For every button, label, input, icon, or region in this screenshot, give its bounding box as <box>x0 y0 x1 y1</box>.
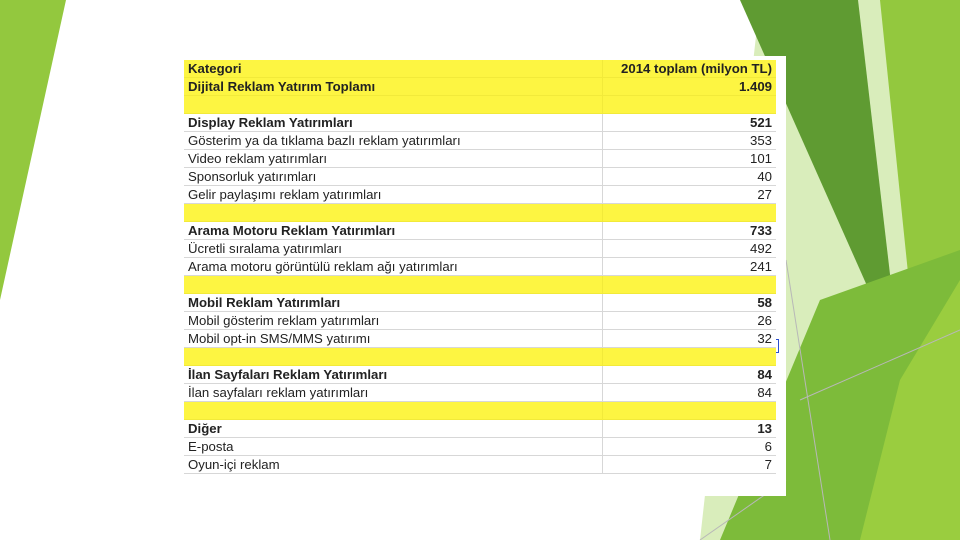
row-value: 492 <box>602 240 776 258</box>
row-label <box>184 96 602 114</box>
row-value: 241 <box>602 258 776 276</box>
row-label: Diğer <box>184 420 602 438</box>
row-value <box>602 402 776 420</box>
spacer-row <box>184 348 776 366</box>
row-label: Mobil opt-in SMS/MMS yatırımı <box>184 330 602 348</box>
table-row <box>184 312 776 330</box>
row-value <box>602 204 776 222</box>
spacer-row <box>184 276 776 294</box>
data-table-card <box>176 56 786 496</box>
row-value: 521 <box>602 114 776 132</box>
row-value: 84 <box>602 366 776 384</box>
section-total-row <box>184 366 776 384</box>
row-value: 101 <box>602 150 776 168</box>
section-total-row <box>184 114 776 132</box>
row-value <box>602 276 776 294</box>
table-row <box>184 258 776 276</box>
table-row <box>184 330 776 348</box>
row-label: Video reklam yatırımları <box>184 150 602 168</box>
section-total-row <box>184 222 776 240</box>
row-value: 32 <box>602 330 776 348</box>
row-label: E-posta <box>184 438 602 456</box>
row-value: 27 <box>602 186 776 204</box>
row-value: 26 <box>602 312 776 330</box>
table-row <box>184 186 776 204</box>
section-total-row <box>184 420 776 438</box>
spacer-row <box>184 96 776 114</box>
header-category: Kategori <box>184 60 602 78</box>
row-label: Gösterim ya da tıklama bazlı reklam yatırımları <box>184 132 602 150</box>
row-value: 58 <box>602 294 776 312</box>
row-value: 40 <box>602 168 776 186</box>
section-total-row <box>184 294 776 312</box>
table-row <box>184 240 776 258</box>
row-label <box>184 204 602 222</box>
row-label: Gelir paylaşımı reklam yatırımları <box>184 186 602 204</box>
table-row <box>184 438 776 456</box>
row-label: Ücretli sıralama yatırımları <box>184 240 602 258</box>
row-value: 7 <box>602 456 776 474</box>
spacer-row <box>184 402 776 420</box>
row-label: Mobil Reklam Yatırımları <box>184 294 602 312</box>
row-label: Mobil gösterim reklam yatırımları <box>184 312 602 330</box>
table-row <box>184 456 776 474</box>
row-label: Dijital Reklam Yatırım Toplamı <box>184 78 602 96</box>
table-header-row <box>184 60 776 78</box>
row-label: Display Reklam Yatırımları <box>184 114 602 132</box>
row-label <box>184 402 602 420</box>
header-value: 2014 toplam (milyon TL) <box>602 60 776 78</box>
row-value <box>602 96 776 114</box>
row-value: 84 <box>602 384 776 402</box>
row-label: Oyun-içi reklam <box>184 456 602 474</box>
row-value: 13 <box>602 420 776 438</box>
row-label <box>184 348 602 366</box>
table-row <box>184 132 776 150</box>
cell-selection-marker <box>776 339 779 353</box>
row-value: 733 <box>602 222 776 240</box>
row-value <box>602 348 776 366</box>
row-value: 6 <box>602 438 776 456</box>
row-label: İlan sayfaları reklam yatırımları <box>184 384 602 402</box>
row-value: 353 <box>602 132 776 150</box>
row-label: Arama motoru görüntülü reklam ağı yatırımları <box>184 258 602 276</box>
left-green-sliver <box>0 0 66 300</box>
row-label <box>184 276 602 294</box>
row-label: Sponsorluk yatırımları <box>184 168 602 186</box>
ad-investment-table <box>184 60 776 474</box>
row-label: İlan Sayfaları Reklam Yatırımları <box>184 366 602 384</box>
table-row <box>184 168 776 186</box>
row-value: 1.409 <box>602 78 776 96</box>
spacer-row <box>184 204 776 222</box>
row-label: Arama Motoru Reklam Yatırımları <box>184 222 602 240</box>
table-row <box>184 384 776 402</box>
section-total-row <box>184 78 776 96</box>
table-row <box>184 150 776 168</box>
